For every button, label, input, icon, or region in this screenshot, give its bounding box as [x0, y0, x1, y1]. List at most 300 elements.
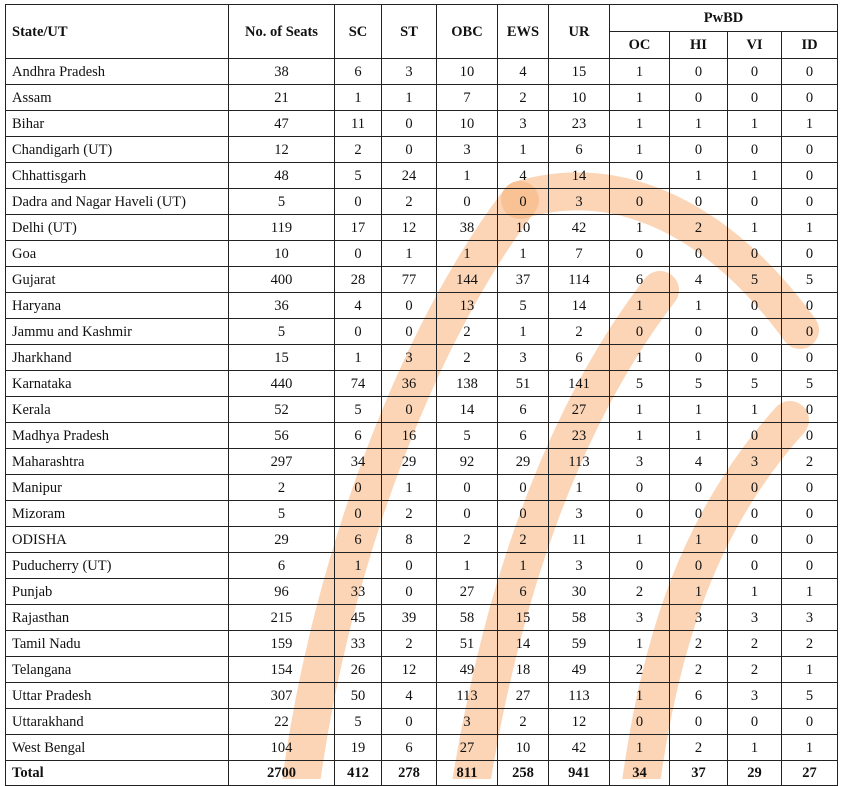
table-row [6, 527, 838, 553]
cell-ur: 30 [549, 579, 610, 605]
table-row [6, 423, 838, 449]
cell-oc: 1 [610, 527, 670, 553]
cell-state: Bihar [6, 111, 229, 137]
cell-sc: 0 [335, 475, 382, 501]
cell-ews: 1 [498, 553, 549, 579]
cell-id: 1 [782, 579, 838, 605]
cell-oc: 0 [610, 501, 670, 527]
cell-sc: 412 [335, 761, 382, 786]
table-row [6, 709, 838, 735]
header-hi: HI [670, 32, 728, 59]
cell-id: 2 [782, 631, 838, 657]
cell-id: 5 [782, 267, 838, 293]
cell-ews: 0 [498, 501, 549, 527]
cell-oc: 1 [610, 85, 670, 111]
cell-state: Assam [6, 85, 229, 111]
cell-hi: 0 [670, 501, 728, 527]
cell-oc: 1 [610, 423, 670, 449]
cell-st: 0 [382, 397, 437, 423]
cell-ur: 49 [549, 657, 610, 683]
table-row [6, 345, 838, 371]
cell-seats: 21 [229, 85, 335, 111]
cell-ews: 2 [498, 709, 549, 735]
cell-id: 0 [782, 553, 838, 579]
cell-seats: 47 [229, 111, 335, 137]
table-row [6, 475, 838, 501]
cell-state: Mizoram [6, 501, 229, 527]
cell-seats: 400 [229, 267, 335, 293]
cell-obc: 51 [437, 631, 498, 657]
cell-st: 0 [382, 111, 437, 137]
cell-st: 0 [382, 579, 437, 605]
table-body [6, 59, 838, 786]
cell-seats: 119 [229, 215, 335, 241]
cell-obc: 144 [437, 267, 498, 293]
cell-vi: 0 [728, 241, 782, 267]
cell-ur: 113 [549, 683, 610, 709]
cell-id: 5 [782, 371, 838, 397]
cell-ur: 59 [549, 631, 610, 657]
cell-oc: 1 [610, 215, 670, 241]
table-row [6, 319, 838, 345]
table-row [6, 137, 838, 163]
cell-id: 0 [782, 189, 838, 215]
cell-ur: 27 [549, 397, 610, 423]
cell-seats: 297 [229, 449, 335, 475]
cell-hi: 1 [670, 527, 728, 553]
cell-oc: 0 [610, 475, 670, 501]
cell-sc: 33 [335, 631, 382, 657]
cell-ews: 3 [498, 345, 549, 371]
cell-obc: 0 [437, 189, 498, 215]
cell-seats: 52 [229, 397, 335, 423]
cell-sc: 34 [335, 449, 382, 475]
cell-state: Kerala [6, 397, 229, 423]
cell-vi: 1 [728, 397, 782, 423]
cell-vi: 0 [728, 189, 782, 215]
cell-sc: 74 [335, 371, 382, 397]
cell-sc: 1 [335, 553, 382, 579]
cell-ews: 1 [498, 241, 549, 267]
cell-oc: 0 [610, 709, 670, 735]
cell-st: 0 [382, 319, 437, 345]
cell-ews: 6 [498, 423, 549, 449]
cell-hi: 1 [670, 423, 728, 449]
cell-oc: 0 [610, 189, 670, 215]
cell-obc: 2 [437, 319, 498, 345]
cell-st: 4 [382, 683, 437, 709]
cell-seats: 440 [229, 371, 335, 397]
header-ur: UR [549, 5, 610, 59]
cell-sc: 33 [335, 579, 382, 605]
total-row [6, 761, 838, 786]
cell-state: Puducherry (UT) [6, 553, 229, 579]
cell-ur: 12 [549, 709, 610, 735]
cell-sc: 45 [335, 605, 382, 631]
cell-obc: 10 [437, 111, 498, 137]
cell-ews: 0 [498, 189, 549, 215]
cell-ur: 3 [549, 189, 610, 215]
cell-vi: 0 [728, 345, 782, 371]
cell-oc: 0 [610, 319, 670, 345]
cell-hi: 5 [670, 371, 728, 397]
cell-st: 0 [382, 137, 437, 163]
cell-ur: 23 [549, 111, 610, 137]
cell-st: 29 [382, 449, 437, 475]
cell-ews: 14 [498, 631, 549, 657]
cell-state: West Bengal [6, 735, 229, 761]
cell-id: 0 [782, 475, 838, 501]
cell-obc: 27 [437, 579, 498, 605]
cell-state: Jammu and Kashmir [6, 319, 229, 345]
cell-obc: 27 [437, 735, 498, 761]
cell-vi: 0 [728, 501, 782, 527]
cell-hi: 1 [670, 293, 728, 319]
cell-oc: 0 [610, 553, 670, 579]
cell-sc: 6 [335, 423, 382, 449]
cell-oc: 0 [610, 163, 670, 189]
cell-st: 8 [382, 527, 437, 553]
cell-seats: 307 [229, 683, 335, 709]
cell-state: Andhra Pradesh [6, 59, 229, 85]
cell-oc: 1 [610, 293, 670, 319]
cell-state: Telangana [6, 657, 229, 683]
cell-st: 6 [382, 735, 437, 761]
cell-ur: 15 [549, 59, 610, 85]
cell-seats: 159 [229, 631, 335, 657]
cell-vi: 0 [728, 137, 782, 163]
cell-vi: 3 [728, 605, 782, 631]
cell-st: 36 [382, 371, 437, 397]
cell-ur: 23 [549, 423, 610, 449]
cell-oc: 1 [610, 59, 670, 85]
table-row [6, 59, 838, 85]
cell-ews: 10 [498, 215, 549, 241]
cell-sc: 19 [335, 735, 382, 761]
cell-seats: 10 [229, 241, 335, 267]
cell-ews: 5 [498, 293, 549, 319]
cell-vi: 0 [728, 475, 782, 501]
cell-hi: 37 [670, 761, 728, 786]
cell-id: 2 [782, 449, 838, 475]
header-vi: VI [728, 32, 782, 59]
cell-vi: 5 [728, 267, 782, 293]
cell-hi: 0 [670, 137, 728, 163]
cell-ur: 11 [549, 527, 610, 553]
cell-ews: 18 [498, 657, 549, 683]
cell-obc: 92 [437, 449, 498, 475]
header-ews: EWS [498, 5, 549, 59]
cell-state: ODISHA [6, 527, 229, 553]
header-pwbd: PwBD [610, 5, 838, 32]
cell-id: 0 [782, 423, 838, 449]
cell-seats: 215 [229, 605, 335, 631]
cell-hi: 0 [670, 345, 728, 371]
cell-vi: 3 [728, 683, 782, 709]
cell-obc: 1 [437, 163, 498, 189]
cell-id: 0 [782, 345, 838, 371]
cell-state: Gujarat [6, 267, 229, 293]
cell-obc: 1 [437, 553, 498, 579]
cell-st: 278 [382, 761, 437, 786]
cell-st: 2 [382, 631, 437, 657]
cell-seats: 2700 [229, 761, 335, 786]
cell-state: Haryana [6, 293, 229, 319]
cell-id: 0 [782, 501, 838, 527]
cell-vi: 0 [728, 293, 782, 319]
table-row [6, 241, 838, 267]
cell-sc: 1 [335, 345, 382, 371]
cell-id: 0 [782, 527, 838, 553]
cell-sc: 28 [335, 267, 382, 293]
cell-st: 2 [382, 189, 437, 215]
cell-vi: 1 [728, 215, 782, 241]
cell-sc: 6 [335, 527, 382, 553]
cell-ur: 7 [549, 241, 610, 267]
table-row [6, 397, 838, 423]
cell-state: Goa [6, 241, 229, 267]
cell-sc: 2 [335, 137, 382, 163]
cell-ur: 113 [549, 449, 610, 475]
cell-vi: 5 [728, 371, 782, 397]
cell-id: 27 [782, 761, 838, 786]
cell-ews: 1 [498, 137, 549, 163]
cell-vi: 1 [728, 163, 782, 189]
cell-seats: 56 [229, 423, 335, 449]
table-row [6, 189, 838, 215]
header-st: ST [382, 5, 437, 59]
cell-oc: 5 [610, 371, 670, 397]
cell-state: Chhattisgarh [6, 163, 229, 189]
cell-obc: 3 [437, 137, 498, 163]
cell-vi: 0 [728, 553, 782, 579]
cell-sc: 0 [335, 319, 382, 345]
cell-oc: 0 [610, 241, 670, 267]
table-row [6, 657, 838, 683]
cell-ur: 10 [549, 85, 610, 111]
cell-ur: 941 [549, 761, 610, 786]
cell-oc: 1 [610, 397, 670, 423]
cell-seats: 48 [229, 163, 335, 189]
cell-ur: 3 [549, 501, 610, 527]
cell-oc: 2 [610, 657, 670, 683]
header-sc: SC [335, 5, 382, 59]
table-row [6, 215, 838, 241]
cell-oc: 1 [610, 735, 670, 761]
cell-ur: 1 [549, 475, 610, 501]
cell-ews: 2 [498, 85, 549, 111]
cell-seats: 36 [229, 293, 335, 319]
cell-vi: 1 [728, 579, 782, 605]
table-row [6, 111, 838, 137]
cell-obc: 113 [437, 683, 498, 709]
cell-hi: 2 [670, 631, 728, 657]
cell-seats: 6 [229, 553, 335, 579]
cell-ews: 27 [498, 683, 549, 709]
cell-oc: 1 [610, 345, 670, 371]
cell-state: Chandigarh (UT) [6, 137, 229, 163]
cell-vi: 1 [728, 111, 782, 137]
cell-hi: 4 [670, 267, 728, 293]
cell-id: 0 [782, 137, 838, 163]
cell-obc: 0 [437, 475, 498, 501]
header-obc: OBC [437, 5, 498, 59]
cell-obc: 38 [437, 215, 498, 241]
header-oc: OC [610, 32, 670, 59]
cell-ews: 3 [498, 111, 549, 137]
cell-obc: 138 [437, 371, 498, 397]
cell-sc: 5 [335, 709, 382, 735]
cell-obc: 2 [437, 345, 498, 371]
cell-state: Uttar Pradesh [6, 683, 229, 709]
cell-ews: 1 [498, 319, 549, 345]
cell-obc: 14 [437, 397, 498, 423]
cell-ur: 58 [549, 605, 610, 631]
cell-hi: 4 [670, 449, 728, 475]
cell-vi: 0 [728, 59, 782, 85]
cell-oc: 2 [610, 579, 670, 605]
cell-state: Maharashtra [6, 449, 229, 475]
cell-state: Tamil Nadu [6, 631, 229, 657]
cell-vi: 0 [728, 423, 782, 449]
cell-hi: 2 [670, 657, 728, 683]
cell-obc: 2 [437, 527, 498, 553]
cell-obc: 0 [437, 501, 498, 527]
cell-ur: 6 [549, 345, 610, 371]
table-row [6, 267, 838, 293]
cell-st: 77 [382, 267, 437, 293]
cell-hi: 0 [670, 553, 728, 579]
cell-obc: 49 [437, 657, 498, 683]
cell-hi: 2 [670, 215, 728, 241]
cell-sc: 5 [335, 163, 382, 189]
cell-state: Delhi (UT) [6, 215, 229, 241]
cell-hi: 0 [670, 475, 728, 501]
cell-ur: 42 [549, 735, 610, 761]
cell-oc: 1 [610, 683, 670, 709]
cell-seats: 38 [229, 59, 335, 85]
cell-sc: 50 [335, 683, 382, 709]
cell-hi: 2 [670, 735, 728, 761]
cell-ews: 51 [498, 371, 549, 397]
cell-hi: 1 [670, 397, 728, 423]
cell-vi: 0 [728, 527, 782, 553]
cell-ur: 6 [549, 137, 610, 163]
cell-oc: 1 [610, 631, 670, 657]
cell-seats: 15 [229, 345, 335, 371]
cell-sc: 26 [335, 657, 382, 683]
cell-ews: 37 [498, 267, 549, 293]
cell-id: 0 [782, 319, 838, 345]
table-row [6, 553, 838, 579]
table-row [6, 735, 838, 761]
cell-vi: 0 [728, 319, 782, 345]
cell-hi: 0 [670, 241, 728, 267]
cell-id: 5 [782, 683, 838, 709]
cell-vi: 1 [728, 735, 782, 761]
cell-oc: 3 [610, 605, 670, 631]
cell-vi: 3 [728, 449, 782, 475]
cell-st: 1 [382, 85, 437, 111]
cell-ur: 141 [549, 371, 610, 397]
header-id: ID [782, 32, 838, 59]
cell-st: 1 [382, 475, 437, 501]
table-row [6, 683, 838, 709]
cell-st: 3 [382, 345, 437, 371]
cell-obc: 811 [437, 761, 498, 786]
cell-seats: 22 [229, 709, 335, 735]
cell-seats: 29 [229, 527, 335, 553]
cell-oc: 6 [610, 267, 670, 293]
cell-ur: 42 [549, 215, 610, 241]
cell-ews: 6 [498, 397, 549, 423]
cell-st: 12 [382, 657, 437, 683]
cell-st: 0 [382, 709, 437, 735]
cell-ur: 114 [549, 267, 610, 293]
cell-seats: 5 [229, 319, 335, 345]
header-seats: No. of Seats [229, 5, 335, 59]
cell-id: 0 [782, 293, 838, 319]
cell-id: 0 [782, 241, 838, 267]
cell-ews: 15 [498, 605, 549, 631]
cell-oc: 1 [610, 111, 670, 137]
cell-seats: 154 [229, 657, 335, 683]
cell-st: 2 [382, 501, 437, 527]
cell-vi: 0 [728, 85, 782, 111]
cell-ews: 2 [498, 527, 549, 553]
cell-oc: 3 [610, 449, 670, 475]
table-row [6, 579, 838, 605]
cell-seats: 12 [229, 137, 335, 163]
table-row [6, 85, 838, 111]
cell-seats: 104 [229, 735, 335, 761]
cell-ews: 4 [498, 163, 549, 189]
cell-id: 1 [782, 111, 838, 137]
cell-id: 0 [782, 163, 838, 189]
cell-ews: 6 [498, 579, 549, 605]
cell-ur: 3 [549, 553, 610, 579]
cell-st: 16 [382, 423, 437, 449]
cell-hi: 0 [670, 319, 728, 345]
cell-state: Dadra and Nagar Haveli (UT) [6, 189, 229, 215]
cell-hi: 0 [670, 85, 728, 111]
cell-id: 1 [782, 735, 838, 761]
cell-state: Punjab [6, 579, 229, 605]
cell-sc: 1 [335, 85, 382, 111]
cell-seats: 96 [229, 579, 335, 605]
seat-matrix-table [5, 4, 838, 786]
cell-obc: 3 [437, 709, 498, 735]
cell-id: 1 [782, 215, 838, 241]
cell-st: 39 [382, 605, 437, 631]
table-row [6, 371, 838, 397]
cell-sc: 0 [335, 501, 382, 527]
cell-sc: 0 [335, 189, 382, 215]
cell-obc: 13 [437, 293, 498, 319]
table-row [6, 631, 838, 657]
cell-state: Madhya Pradesh [6, 423, 229, 449]
cell-id: 0 [782, 397, 838, 423]
cell-hi: 1 [670, 579, 728, 605]
cell-st: 0 [382, 293, 437, 319]
cell-st: 24 [382, 163, 437, 189]
cell-oc: 1 [610, 137, 670, 163]
cell-seats: 2 [229, 475, 335, 501]
cell-obc: 1 [437, 241, 498, 267]
table-row [6, 293, 838, 319]
cell-sc: 11 [335, 111, 382, 137]
cell-sc: 6 [335, 59, 382, 85]
